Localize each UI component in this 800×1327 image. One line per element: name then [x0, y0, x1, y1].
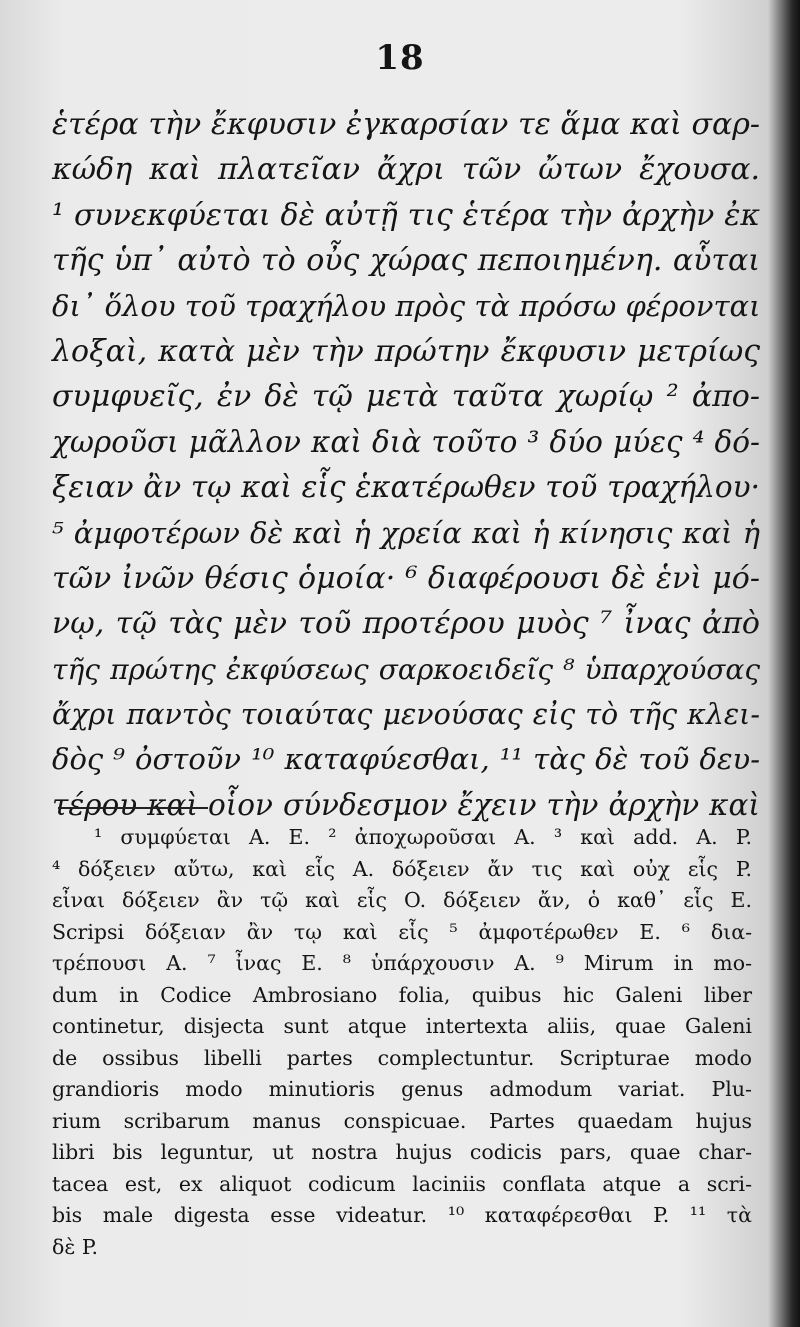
text-line: τέρου καὶ οἷον σύνδεσμον ἔχειν τὴν ἀρχὴν καὶ [52, 787, 760, 822]
text-line: τῆς πρώτης ἐκφύσεως σαρκοειδεῖς ⁸ ὑπαρχούσας [52, 652, 760, 686]
footnote-line: Scripsi δόξειαν ἂν τῳ καὶ εἷς ⁵ ἀμφοτέρωθεν E. ⁶ δια- [52, 919, 752, 944]
text-line: χωροῦσι μᾶλλον καὶ διὰ τοῦτο ³ δύο μύες ⁴ δό- [52, 424, 760, 459]
text-line: ἄχρι παντὸς τοιαύτας μενούσας εἰς τὸ τῆς κλει- [52, 698, 760, 732]
text-line: ¹ συνεκφύεται δὲ αὐτῇ τις ἑτέρα τὴν ἀρχὴν ἐκ [52, 197, 760, 233]
footnote-line: tacea est, ex aliquot codicum laciniis conflata atque a scri- [52, 1171, 752, 1196]
text-line: κώδη καὶ πλατεῖαν ἄχρι τῶν ὤτων ἔχουσα. [52, 152, 760, 188]
text-line: ἑτέρα τὴν ἔκφυσιν ἐγκαρσίαν τε ἅμα καὶ σαρ- [52, 107, 760, 142]
footnote-line: bis male digesta esse videatur. ¹⁰ καταφέρεσθαι P. ¹¹ τὰ [52, 1203, 752, 1227]
text-line: συμφυεῖς, ἐν δὲ τῷ μετὰ ταῦτα χωρίῳ ² ἀπο- [52, 379, 760, 415]
footnote-line: grandioris modo minutioris genus admodum variat. Plu- [52, 1077, 752, 1101]
footnote-line: de ossibus libelli partes complectuntur. Scripturae modo [52, 1045, 752, 1070]
text-line: νῳ, τῷ τὰς μὲν τοῦ προτέρου μυὸς ⁷ ἶνας ἀπὸ [52, 606, 760, 642]
text-line: δι᾿ ὅλου τοῦ τραχήλου πρὸς τὰ πρόσω φέρονται [52, 288, 761, 323]
text-line: τῶν ἰνῶν θέσις ὁμοία· ⁶ διαφέρουσι δὲ ἑνὶ μό- [52, 560, 760, 596]
footnote-line: δὲ P. [52, 1234, 99, 1259]
main-text [52, 102, 760, 828]
footnote-line: dum in Codice Ambrosiano folia, quibus hic Galeni liber [52, 982, 752, 1007]
footnote-line: libri bis leguntur, ut nostra hujus codicis pars, quae char- [52, 1140, 752, 1164]
footnote-line: continetur, disjecta sunt atque intertexta aliis, quae Galeni [52, 1014, 752, 1038]
footnote-line: εἶναι δόξειεν ἂν τῷ καὶ εἷς O. δόξειεν ἄν, ὁ καθ᾿ εἷς E. [52, 888, 752, 912]
text-line: ⁵ ἀμφοτέρων δὲ καὶ ἡ χρεία καὶ ἡ κίνησις καὶ ἡ [52, 515, 760, 550]
footnotes [52, 822, 752, 1263]
text-line: λοξαὶ, κατὰ μὲν τὴν πρώτην ἔκφυσιν μετρίως [52, 333, 760, 369]
text-line: ξειαν ἂν τῳ καὶ εἷς ἑκατέρωθεν τοῦ τραχήλου· [52, 470, 760, 505]
footnote-line: rium scribarum manus conspicuae. Partes quaedam hujus [52, 1108, 752, 1133]
footnote-divider [58, 807, 208, 809]
footnote-line: ¹ συμφύεται A. E. ² ἀποχωροῦσαι A. ³ καὶ add. A. P. [94, 825, 752, 849]
page-number: 18 [375, 38, 425, 78]
footnote-line: ⁴ δόξειεν αὔτω, καὶ εἷς A. δόξειεν ἄν τις καὶ οὐχ εἷς P. [52, 856, 752, 881]
text-line: δὸς ⁹ ὀστοῦν ¹⁰ καταφύεσθαι, ¹¹ τὰς δὲ τοῦ δευ- [52, 742, 760, 777]
footnote-line: τρέπουσι A. ⁷ ἶνας E. ⁸ ὑπάρχουσιν A. ⁹ Mirum in mo- [52, 951, 752, 975]
text-line: τῆς ὑπ᾿ αὐτὸ τὸ οὖς χώρας πεποιημένη. αὗται [52, 243, 760, 279]
